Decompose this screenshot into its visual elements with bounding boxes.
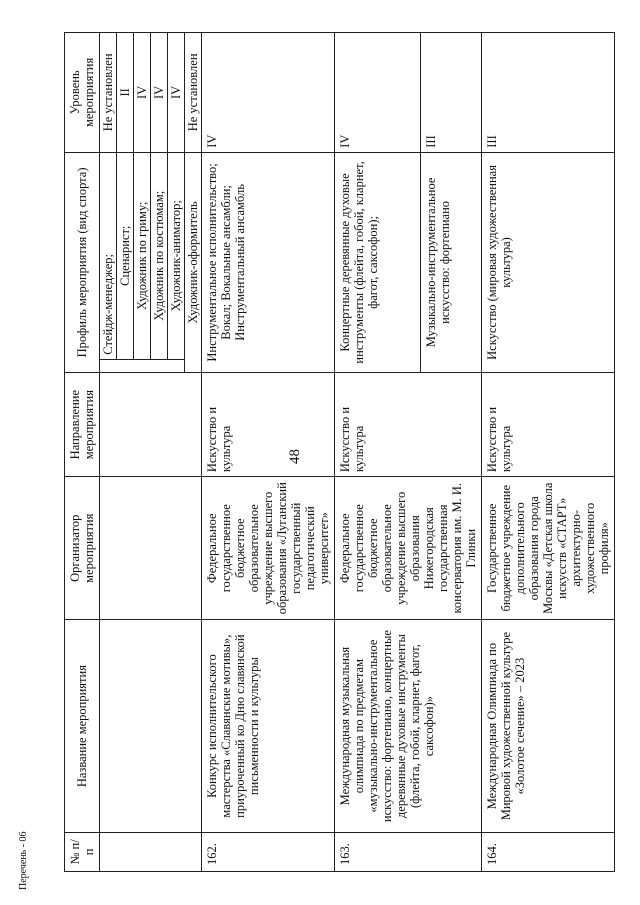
header-row <box>65 33 100 872</box>
row-number: 163. <box>335 832 482 871</box>
footer-label: Перечень - 06 <box>18 831 29 890</box>
table-row <box>335 33 421 872</box>
events-table <box>64 32 615 872</box>
event-name: Международная Олимпиада по Мировой художественной культуре «Золотое сечение» – 2023 <box>482 620 615 833</box>
continued-level: IV <box>151 33 168 153</box>
table-row <box>482 33 615 872</box>
continued-profile: Стейдж-менеджер; <box>100 152 117 359</box>
rotated-table-container <box>64 32 611 872</box>
event-level: IV <box>202 33 335 153</box>
event-level: IV <box>335 33 421 153</box>
event-direction: Искусство и культура <box>482 373 615 477</box>
header-direction: Направление мероприятия <box>65 373 100 477</box>
continued-level: IV <box>134 33 151 153</box>
event-profile: Концертные деревянные духовые инструменты (флейта, гобой, кларнет, фагот, саксофон); <box>335 152 421 372</box>
header-num: № п/п <box>65 832 100 871</box>
event-name: Конкурс исполнительского мастерства «Славянские мотивы», приуроченный ко Дню славянской письменности и культуры <box>202 620 335 833</box>
page-number: 48 <box>287 449 303 464</box>
event-name: Международная музыкальная олимпиада по предметам «музыкально-инструментальное искусство: фортепиано, концертные деревянные духовые инструменты (флейта, гобой, кларнет, фагот, саксофон)» <box>335 620 482 833</box>
continued-level: IV <box>168 33 185 153</box>
event-profile: Искусство (мировая художественная культура) <box>482 152 615 372</box>
header-name: Название мероприятия <box>65 620 100 833</box>
continued-profile: Художник-аниматор; <box>168 152 185 359</box>
event-direction: Искусство и культура <box>202 373 335 477</box>
event-profile: Музыкально-инструментальное искусство: фортепиано <box>420 152 481 372</box>
continued-level: II <box>117 33 134 153</box>
continued-profile: Сценарист; <box>117 152 134 359</box>
row-number: 164. <box>482 832 615 871</box>
event-direction: Искусство и культура <box>335 373 482 477</box>
table-row <box>202 33 335 872</box>
continued-level: Не установлен <box>185 33 202 153</box>
header-level: Уровень мероприятия <box>65 33 100 153</box>
continued-profile: Художник по гриму; <box>134 152 151 359</box>
continued-level: Не установлен <box>100 33 117 153</box>
event-level: III <box>482 33 615 153</box>
event-organizer: Федеральное государственное бюджетное образовательное учреждение высшего образования «Луганский государственный педагогический университет» <box>202 477 335 620</box>
event-organizer: Государственное бюджетное учреждение дополнительного образования города Москвы «Детская школа искусств «СТАРТ» архитектурно-художественного профиля» <box>482 477 615 620</box>
header-organizer: Организатор мероприятия <box>65 477 100 620</box>
continued-profile: Художник по костюмам; <box>151 152 168 359</box>
continued-row <box>100 33 117 872</box>
event-level: III <box>420 33 481 153</box>
row-number: 162. <box>202 832 335 871</box>
continued-profile: Художник-оформитель <box>185 152 202 372</box>
event-profile: Инструментальное исполнительство; Вокал; Вокальные ансамбли; Инструментальный ансамбль <box>202 152 335 372</box>
event-organizer: Федеральное государственное бюджетное образовательное учреждение высшего образования Нижегородская государственная консерватория им. М. И. Глинки <box>335 477 482 620</box>
header-profile: Профиль мероприятия (вид спорта) <box>65 152 100 372</box>
